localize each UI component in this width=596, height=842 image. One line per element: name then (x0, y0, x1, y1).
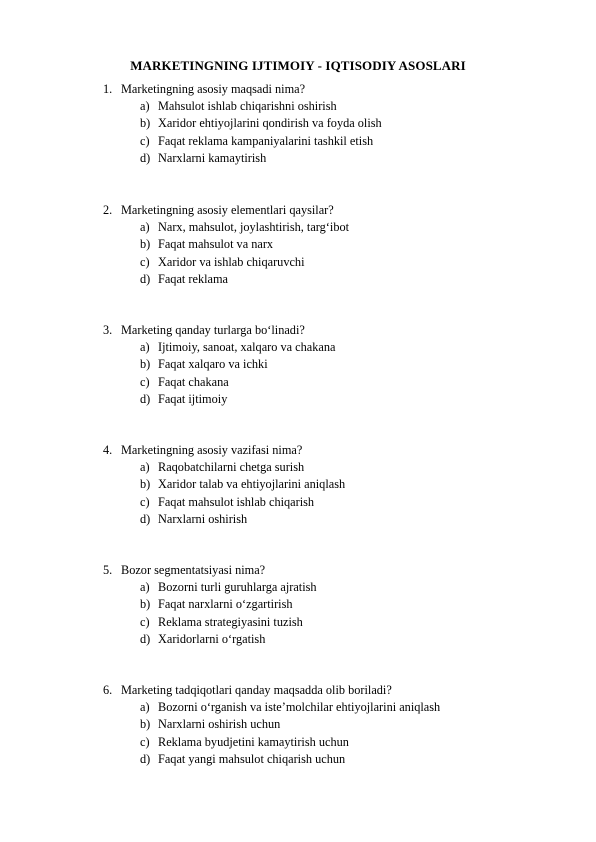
option-c (0, 614, 596, 631)
question-text: Bozor segmentatsiyasi nima? (121, 563, 266, 577)
question-6 (0, 682, 596, 769)
option-letter: b) (140, 477, 151, 492)
question-1 (0, 81, 596, 168)
option-text: Xaridor ehtiyojlarini qondirish va foyda olish (158, 116, 382, 131)
option-text: Faqat reklama kampaniyalarini tashkil etish (158, 133, 374, 148)
option-letter: d) (140, 632, 151, 647)
option-letter: a) (140, 220, 150, 234)
question-line (0, 81, 596, 98)
option-letter: c) (140, 494, 150, 509)
question-text: Marketing tadqiqotlari qanday maqsadda olib boriladi? (121, 683, 392, 697)
option-text: Narx, mahsulot, joylashtirish, targ‘ibot (158, 220, 350, 234)
question-text: Marketing qanday turlarga bo‘linadi? (121, 323, 305, 337)
option-letter: c) (140, 374, 150, 389)
option-list (0, 579, 596, 649)
option-letter: a) (140, 580, 150, 594)
option-list (0, 459, 596, 529)
option-text: Narxlarni oshirish uchun (158, 717, 281, 732)
question-2 (0, 202, 596, 289)
option-letter: c) (140, 614, 150, 629)
option-list (0, 339, 596, 409)
option-text: Xaridor talab va ehtiyojlarini aniqlash (158, 477, 346, 492)
option-letter: b) (140, 237, 151, 252)
option-letter: b) (140, 116, 151, 131)
option-list (0, 699, 596, 769)
question-4 (0, 442, 596, 529)
option-c (0, 254, 596, 271)
option-text: Faqat yangi mahsulot chiqarish uchun (158, 752, 346, 767)
option-list (0, 219, 596, 289)
option-letter: a) (140, 700, 150, 714)
option-c (0, 133, 596, 150)
option-letter: a) (140, 340, 150, 354)
option-list (0, 98, 596, 168)
option-letter: d) (140, 151, 151, 166)
option-c (0, 494, 596, 511)
option-text: Faqat chakana (158, 374, 229, 389)
question-text: Marketingning asosiy maqsadi nima? (121, 82, 306, 96)
option-letter: a) (140, 460, 150, 474)
option-text: Bozorni turli guruhlarga ajratish (158, 580, 317, 594)
option-d (0, 511, 596, 528)
question-text: Marketingning asosiy elementlari qaysilar? (121, 203, 334, 217)
option-letter: d) (140, 752, 151, 767)
option-b (0, 476, 596, 493)
option-b (0, 236, 596, 253)
question-line (0, 202, 596, 219)
option-letter: c) (140, 133, 150, 148)
option-a (0, 459, 596, 476)
question-number: 6. (103, 683, 113, 697)
option-a (0, 98, 596, 115)
option-a (0, 699, 596, 716)
option-a (0, 219, 596, 236)
option-text: Bozorni o‘rganish va iste’molchilar ehtiyojlarini aniqlash (158, 700, 441, 714)
option-text: Reklama byudjetini kamaytirish uchun (158, 734, 349, 749)
option-text: Faqat ijtimoiy (158, 392, 228, 407)
option-text: Raqobatchilarni chetga surish (158, 460, 305, 474)
option-text: Faqat reklama (158, 272, 228, 287)
option-text: Xaridorlarni o‘rgatish (158, 632, 266, 647)
question-line (0, 442, 596, 459)
option-letter: b) (140, 357, 151, 372)
option-letter: b) (140, 717, 151, 732)
option-c (0, 734, 596, 751)
option-b (0, 596, 596, 613)
question-5 (0, 562, 596, 649)
option-letter: d) (140, 512, 151, 527)
option-d (0, 751, 596, 768)
option-text: Narxlarni kamaytirish (158, 151, 267, 166)
option-d (0, 391, 596, 408)
option-text: Faqat narxlarni o‘zgartirish (158, 597, 293, 612)
option-letter: c) (140, 734, 150, 749)
question-number: 5. (103, 563, 113, 577)
option-a (0, 339, 596, 356)
question-number: 4. (103, 443, 113, 457)
option-text: Reklama strategiyasini tuzish (158, 614, 303, 629)
question-line (0, 322, 596, 339)
option-letter: b) (140, 597, 151, 612)
option-text: Xaridor va ishlab chiqaruvchi (158, 254, 305, 269)
option-b (0, 115, 596, 132)
option-a (0, 579, 596, 596)
option-text: Faqat xalqaro va ichki (158, 357, 268, 372)
option-text: Faqat mahsulot va narx (158, 237, 274, 252)
option-b (0, 716, 596, 733)
option-letter: a) (140, 99, 150, 113)
question-number: 1. (103, 82, 113, 96)
option-d (0, 631, 596, 648)
option-c (0, 374, 596, 391)
question-line (0, 682, 596, 699)
option-d (0, 271, 596, 288)
question-number: 3. (103, 323, 113, 337)
question-line (0, 562, 596, 579)
option-text: Ijtimoiy, sanoat, xalqaro va chakana (158, 340, 336, 354)
question-number: 2. (103, 203, 113, 217)
option-text: Faqat mahsulot ishlab chiqarish (158, 494, 315, 509)
option-b (0, 356, 596, 373)
question-3 (0, 322, 596, 409)
question-text: Marketingning asosiy vazifasi nima? (121, 443, 303, 457)
option-text: Narxlarni oshirish (158, 512, 248, 527)
option-d (0, 150, 596, 167)
option-letter: d) (140, 392, 151, 407)
option-text: Mahsulot ishlab chiqarishni oshirish (158, 99, 337, 113)
document-title: MARKETINGNING IJTIMOIY - IQTISODIY ASOSLARI (130, 58, 466, 73)
option-letter: d) (140, 272, 151, 287)
option-letter: c) (140, 254, 150, 269)
